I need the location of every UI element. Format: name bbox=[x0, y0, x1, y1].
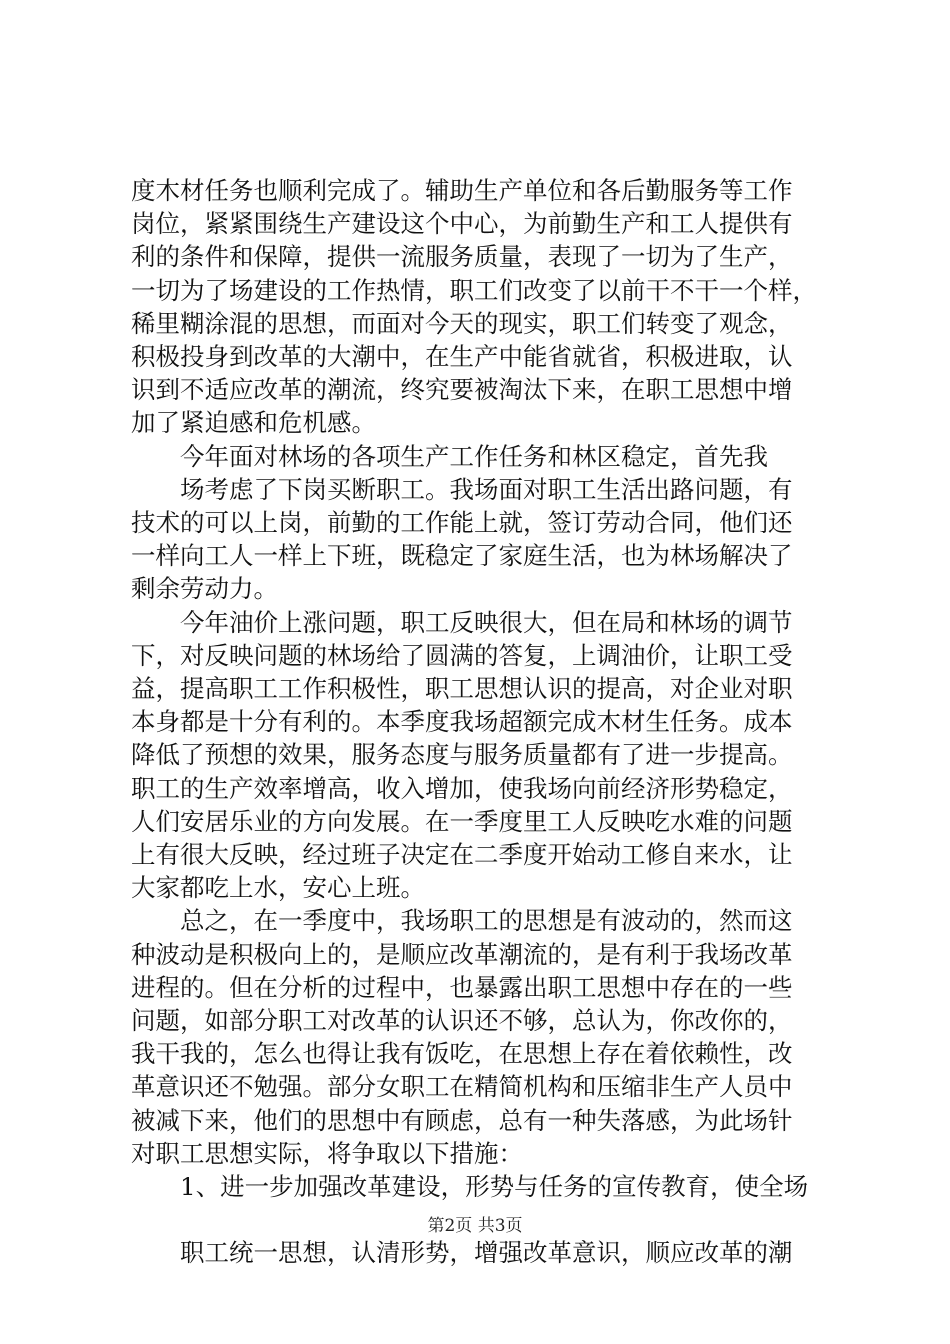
text-line: 岗位，紧紧围绕生产建设这个中心，为前勤生产和工人提供有 bbox=[131, 209, 793, 239]
text-line: 种波动是积极向上的，是顺应改革潮流的，是有利于我场改革 bbox=[131, 939, 793, 969]
text-line: 对职工思想实际，将争取以下措施： bbox=[131, 1138, 523, 1168]
text-line: 今年面对林场的各项生产工作任务和林区稳定，首先我 bbox=[131, 441, 768, 471]
text-line: 人们安居乐业的方向发展。在一季度里工人反映吃水难的问题 bbox=[131, 806, 793, 836]
text-line: 稀里糊涂混的思想，而面对今天的现实，职工们转变了观念， bbox=[131, 308, 793, 338]
text-line: 利的条件和保障，提供一流服务质量，表现了一切为了生产， bbox=[131, 242, 793, 272]
text-line: 问题，如部分职工对改革的认识还不够，总认为，你改你的， bbox=[131, 1006, 793, 1035]
text-line: 职工的生产效率增高，收入增加，使我场向前经济形势稳定， bbox=[131, 773, 793, 803]
text-line: 被减下来，他们的思想中有顾虑，总有一种失落感，为此场针 bbox=[131, 1105, 793, 1135]
text-line: 今年油价上涨问题，职工反映很大，但在局和林场的调节 bbox=[131, 607, 793, 637]
text-line: 职工统一思想，认清形势，增强改革意识，顺应改革的潮 bbox=[131, 1238, 793, 1268]
text-line: 大家都吃上水，安心上班。 bbox=[131, 873, 425, 903]
text-line: 本身都是十分有利的。本季度我场超额完成木材生任务。成本 bbox=[131, 707, 793, 737]
text-line: 下，对反映问题的林场给了圆满的答复，上调油价，让职工受 bbox=[131, 640, 793, 670]
text-line: 进程的。但在分析的过程中，也暴露出职工思想中存在的一些 bbox=[131, 972, 793, 1002]
text-line: 识到不适应改革的潮流，终究要被淘汰下来，在职工思想中增 bbox=[131, 375, 793, 405]
text-line: 积极投身到改革的大潮中，在生产中能省就省，积极进取，认 bbox=[131, 342, 793, 371]
text-line: 场考虑了下岗买断职工。我场面对职工生活出路问题，有 bbox=[131, 474, 793, 504]
page-footer: 第2页 共3页 bbox=[427, 1216, 523, 1236]
text-line: 加了紧迫感和危机感。 bbox=[131, 408, 376, 438]
text-line: 降低了预想的效果，服务态度与服务质量都有了进一步提高。 bbox=[131, 740, 793, 770]
text-line: 一切为了场建设的工作热情，职工们改变了以前干不干一个样， bbox=[131, 275, 817, 305]
text-line: 度木材任务也顺利完成了。辅助生产单位和各后勤服务等工作 bbox=[131, 176, 793, 205]
text-line: 剩余劳动力。 bbox=[131, 574, 278, 604]
text-line: 我干我的，怎么也得让我有饭吃，在思想上存在着依赖性，改 bbox=[131, 1039, 793, 1069]
text-line: 1、进一步加强改革建设，形势与任务的宣传教育，使全场 bbox=[131, 1172, 809, 1201]
text-line: 革意识还不勉强。部分女职工在精简机构和压缩非生产人员中 bbox=[131, 1072, 793, 1102]
text-line: 一样向工人一样上下班，既稳定了家庭生活，也为林场解决了 bbox=[131, 541, 793, 571]
text-line: 总之，在一季度中，我场职工的思想是有波动的，然而这 bbox=[131, 906, 793, 936]
text-line: 益，提高职工工作积极性，职工思想认识的提高，对企业对职 bbox=[131, 674, 793, 703]
text-line: 上有很大反映，经过班子决定在二季度开始动工修自来水，让 bbox=[131, 840, 793, 869]
text-line: 技术的可以上岗，前勤的工作能上就，签订劳动合同，他们还 bbox=[131, 508, 793, 537]
